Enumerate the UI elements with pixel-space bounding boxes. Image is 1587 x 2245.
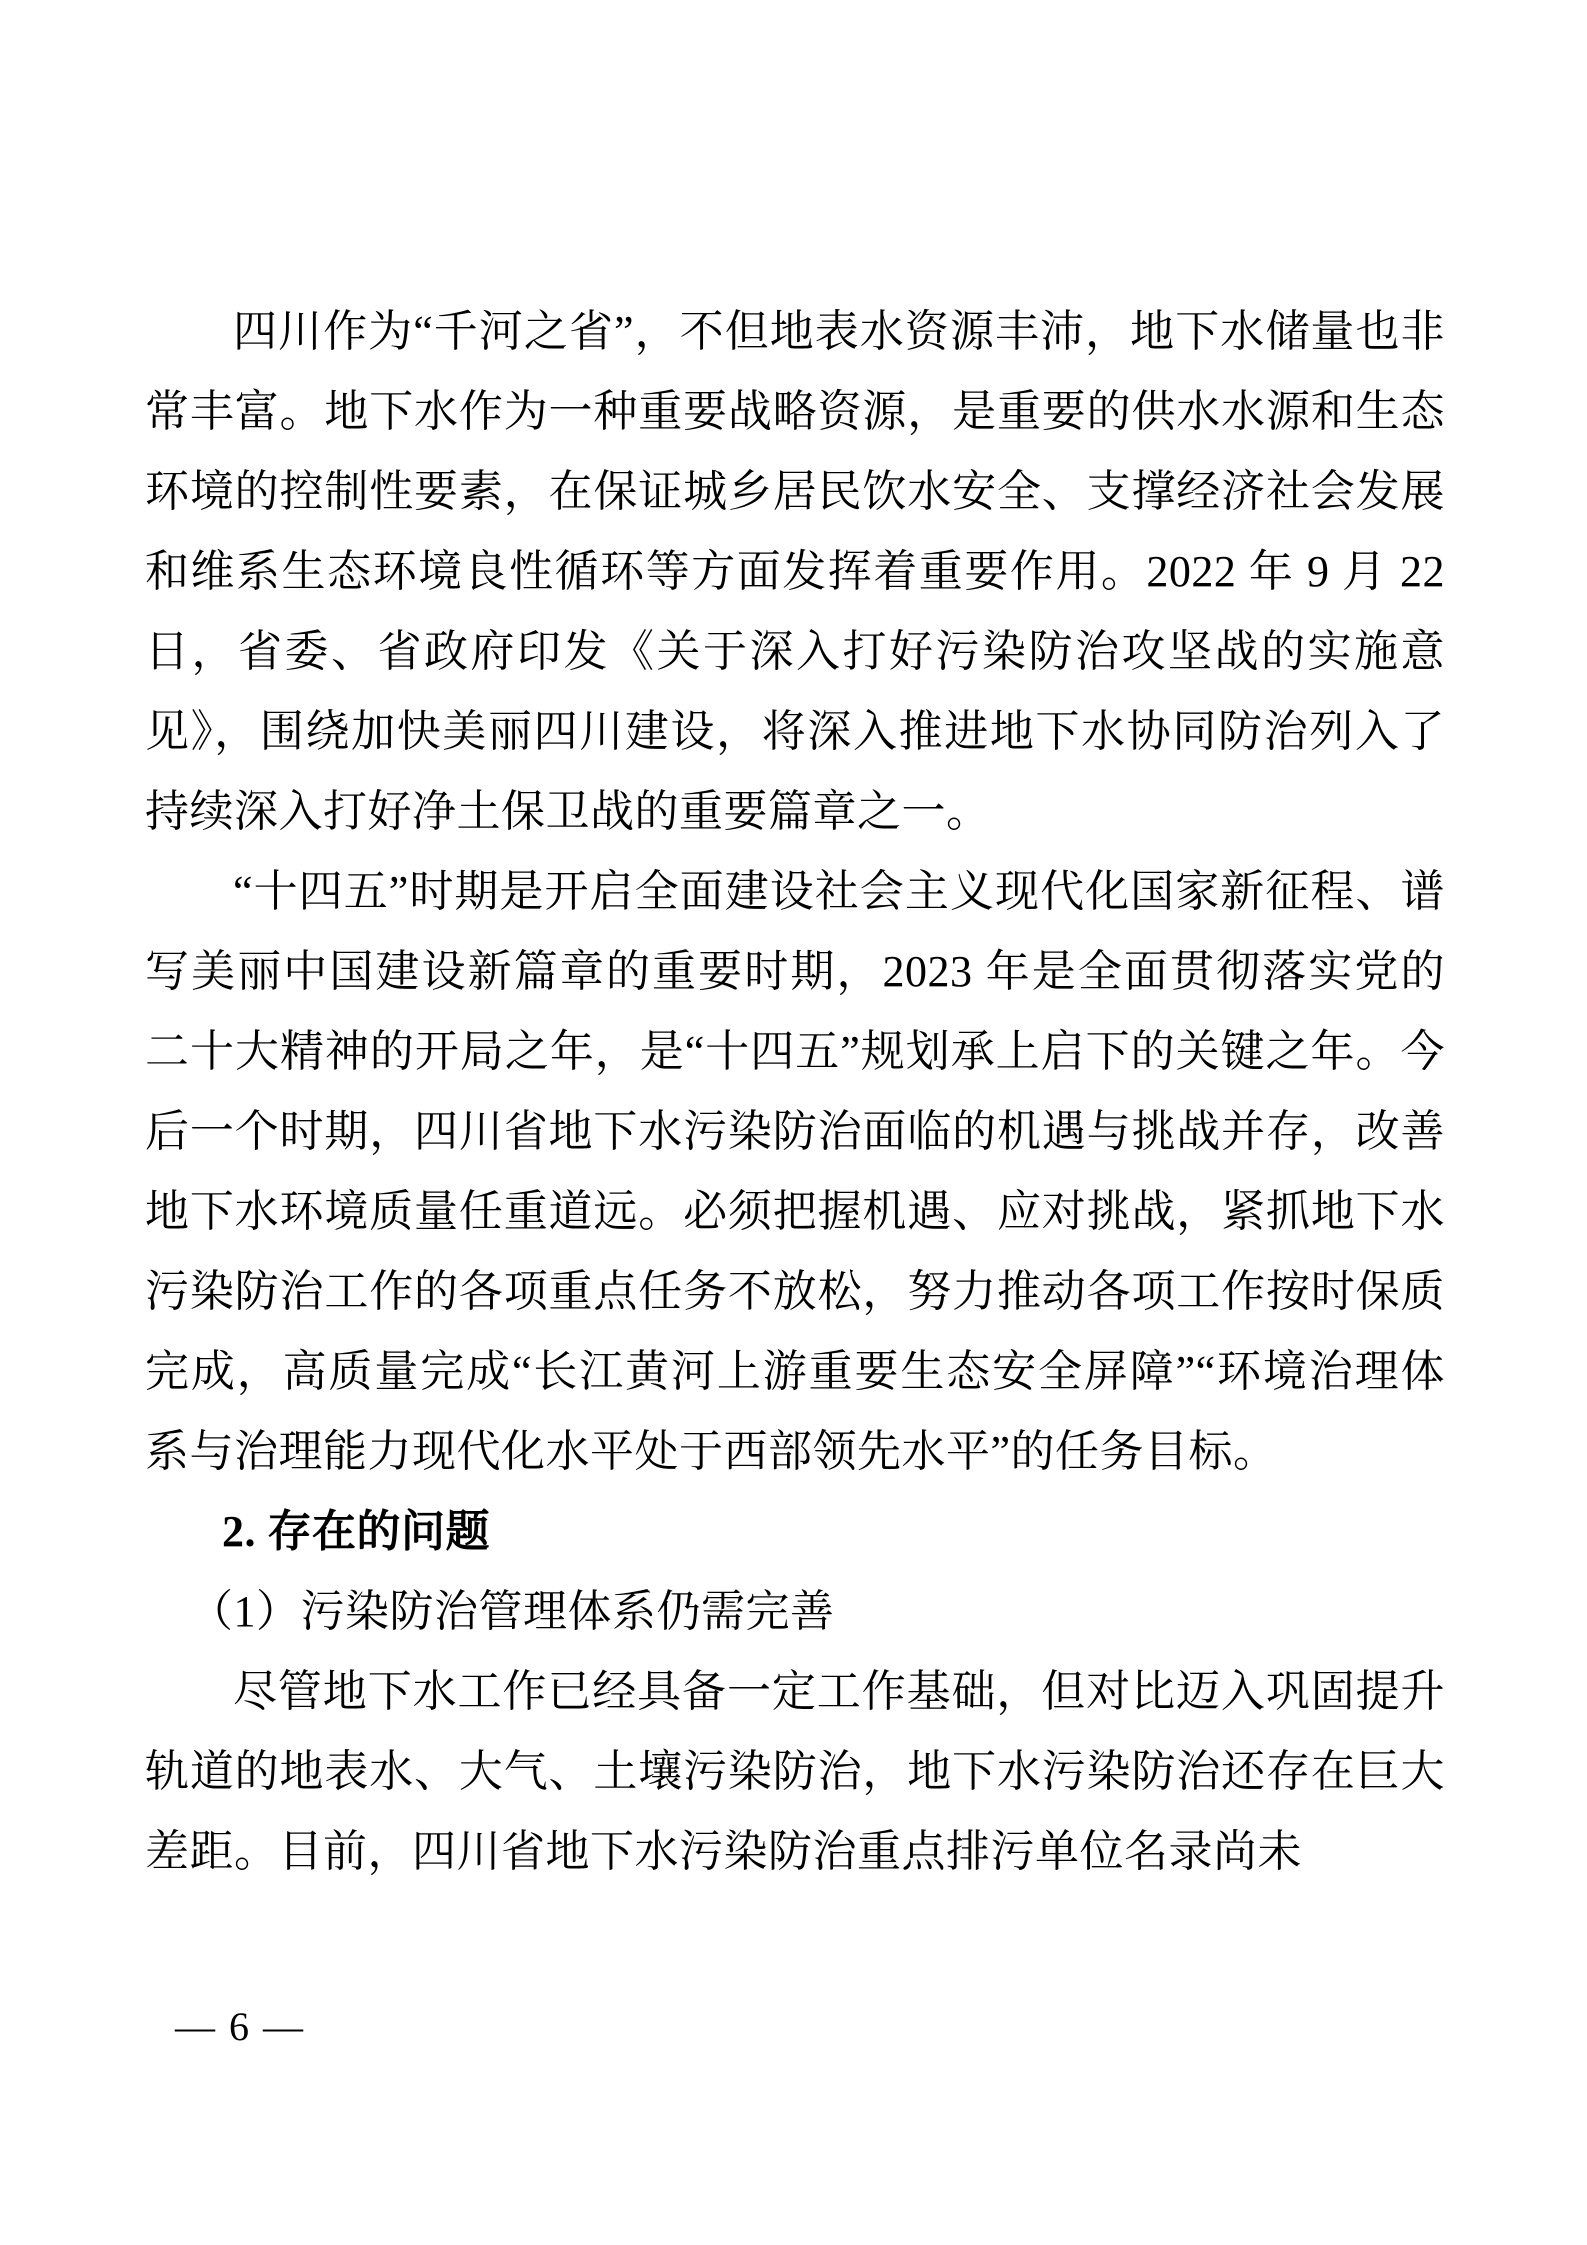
paragraph-groundwater-intro: 四川作为“千河之省”，不但地表水资源丰沛，地下水储量也非常丰富。地下水作为一种重要战略资源，是重要的供水水源和生态环境的控制性要素，在保证城乡居民饮水安全、支撑经济社会发展和维系生态环境良性循环等方面发挥着重要作用。2022 年 9 月 22 日，省委、省政府印发《关于深入打好污染防治攻坚战的实施意见》，围绕加快美丽四川建设，将深入推进地下水协同防治列入了持续深入打好净土保卫战的重要篇章之一。 [145, 307, 1445, 836]
page-number: — 6 — [175, 2004, 305, 2049]
paragraph-14th-five-year-plan: “十四五”时期是开启全面建设社会主义现代化国家新征程、谱写美丽中国建设新篇章的重要时期，2023 年是全面贯彻落实党的二十大精神的开局之年，是“十四五”规划承上启下的关键之年。今后一个时期，四川省地下水污染防治面临的机遇与挑战并存，改善地下水环境质量任重道远。必须把握机遇、应对挑战，紧抓地下水污染防治工作的各项重点任务不放松，努力推动各项工作按时保质完成，高质量完成“长江黄河上游重要生态安全屏障”“环境治理体系与治理能力现代化水平处于西部领先水平”的任务目标。 [145, 867, 1445, 1476]
section-heading-existing-problems: 2. 存在的问题 [222, 1507, 490, 1556]
subsection-heading-management-system: （1）污染防治管理体系仍需完善 [189, 1587, 835, 1636]
page-content [145, 292, 1445, 1892]
paragraph-gap-description: 尽管地下水工作已经具备一定工作基础，但对比迈入巩固提升轨道的地表水、大气、土壤污染防治，地下水污染防治还存在巨大差距。目前，四川省地下水污染防治重点排污单位名录尚未 [145, 1667, 1445, 1876]
